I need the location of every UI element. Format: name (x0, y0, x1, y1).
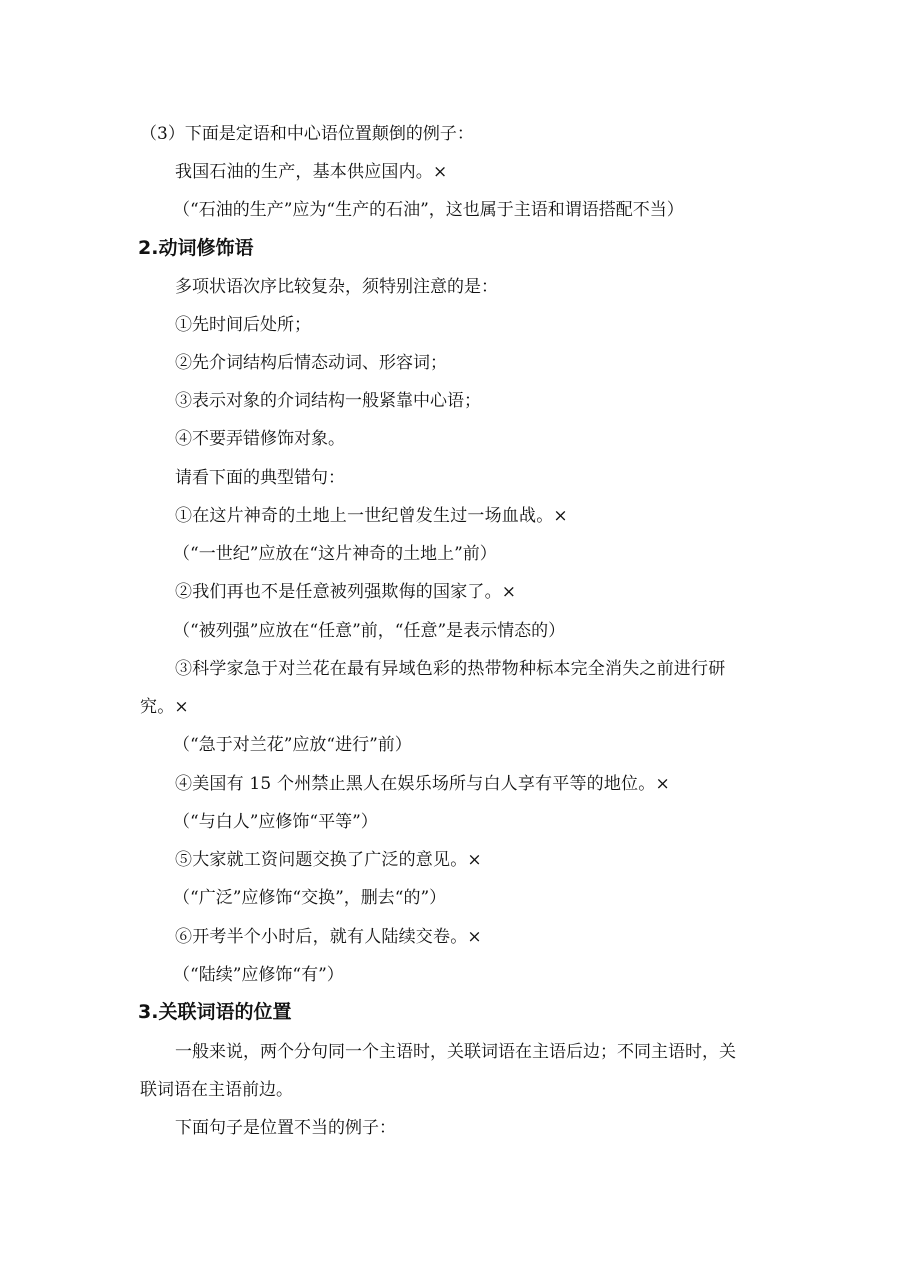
example-sentence: ②我们再也不是任意被列强欺侮的国家了。× (175, 582, 517, 602)
example-note: （“急于对兰花”应放“进行”前） (173, 735, 412, 755)
section3-paragraph-line1: 一般来说，两个分句同一个主语时，关联词语在主语后边；不同主语时，关 (175, 1042, 736, 1062)
section3-paragraph-line2: 联词语在主语前边。 (140, 1080, 293, 1100)
section3-tail: 下面句子是位置不当的例子： (175, 1118, 396, 1138)
rule-item: ④不要弄错修饰对象。 (175, 429, 345, 449)
section2-intro: 多项状语次序比较复杂，须特别注意的是： (175, 277, 498, 297)
section3-heading: 3.关联词语的位置 (138, 1001, 292, 1023)
example-sentence-line2: 究。× (140, 697, 189, 717)
example-sentence-line1: ③科学家急于对兰花在最有异域色彩的热带物种标本完全消失之前进行研 (175, 659, 726, 679)
section1-example: 我国石油的生产，基本供应国内。× (175, 162, 448, 182)
example-note: （“陆续”应修饰“有”） (173, 965, 344, 985)
example-sentence: ④美国有 15 个州禁止黑人在娱乐场所与白人享有平等的地位。× (175, 774, 670, 794)
example-sentence: ⑥开考半个小时后，就有人陆续交卷。× (175, 927, 482, 947)
example-sentence: ①在这片神奇的土地上一世纪曾发生过一场血战。× (175, 506, 568, 526)
section2-heading: 2.动词修饰语 (138, 237, 254, 259)
example-note: （“与白人”应修饰“平等”） (173, 812, 378, 832)
section1-note: （“石油的生产”应为“生产的石油”，这也属于主语和谓语搭配不当） (173, 200, 684, 220)
section1-intro: （3）下面是定语和中心语位置颠倒的例子： (140, 124, 474, 144)
example-note: （“被列强”应放在“任意”前，“任意”是表示情态的） (173, 621, 566, 641)
example-note: （“广泛”应修饰“交换”，删去“的”） (173, 888, 447, 908)
rule-item: ①先时间后处所； (175, 315, 311, 335)
example-note: （“一世纪”应放在“这片神奇的土地上”前） (173, 544, 497, 564)
rule-item: ②先介词结构后情态动词、形容词； (175, 353, 447, 373)
examples-intro: 请看下面的典型错句： (175, 468, 345, 488)
rule-item: ③表示对象的介词结构一般紧靠中心语； (175, 391, 481, 411)
example-sentence: ⑤大家就工资问题交换了广泛的意见。× (175, 850, 482, 870)
